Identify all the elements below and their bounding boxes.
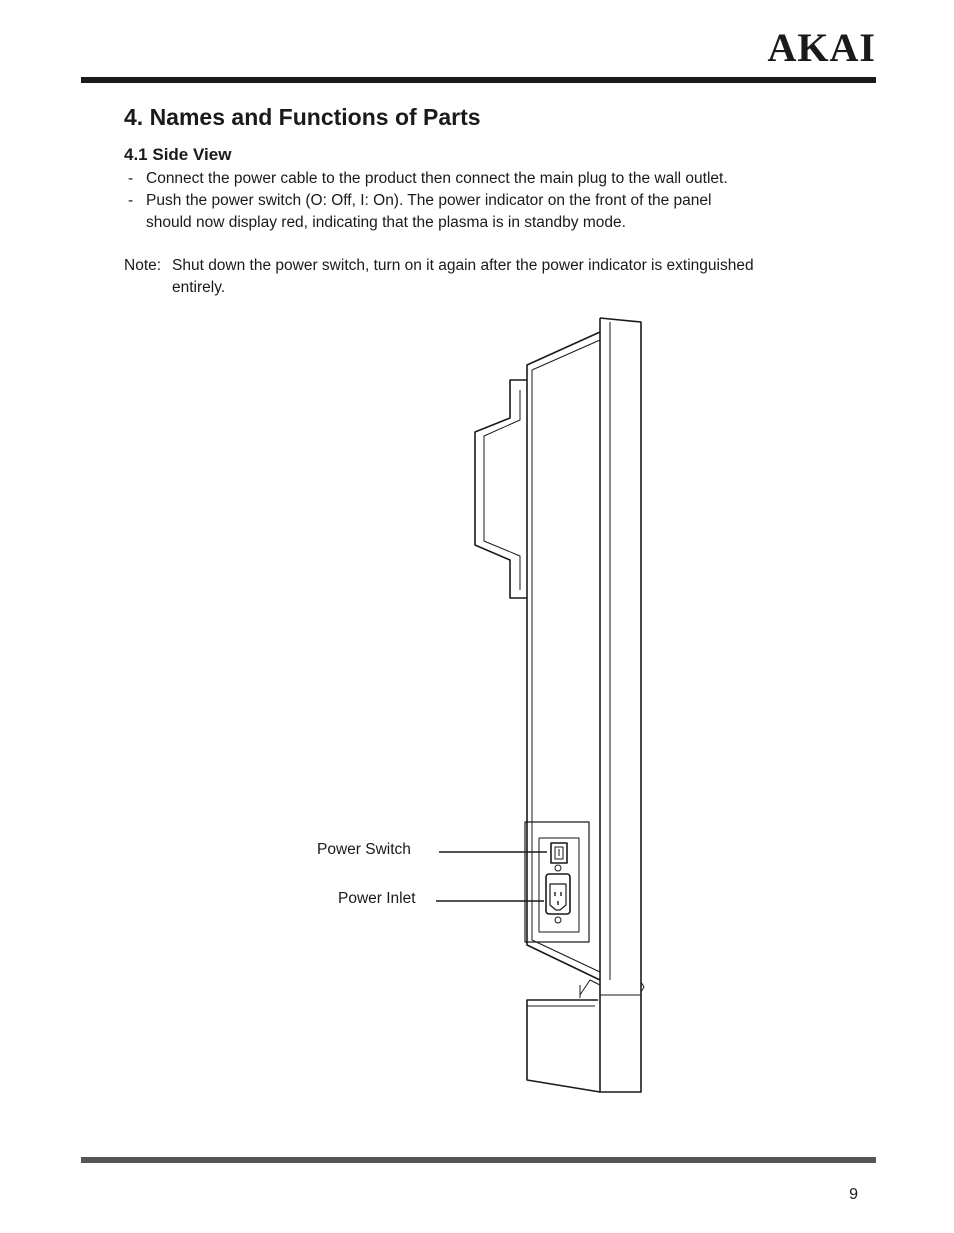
note-text-line2: entirely. xyxy=(172,279,226,296)
note-text-line1: Shut down the power switch, turn on it again after the power indicator is extinguished xyxy=(172,257,754,274)
power-inlet-label: Power Inlet xyxy=(338,890,416,907)
base-front xyxy=(600,980,641,1092)
power-switch-label: Power Switch xyxy=(317,841,411,858)
subsection-title: 4.1 Side View xyxy=(124,145,232,164)
bullet-2-text-line2: should now display red, indicating that the plasma is in standby mode. xyxy=(146,214,626,231)
page-number: 9 xyxy=(849,1186,858,1203)
bullet-1-text: Connect the power cable to the product then connect the main plug to the wall outlet. xyxy=(146,170,728,187)
front-bezel xyxy=(600,318,641,990)
bullet-dash-1: - xyxy=(128,170,134,187)
bullet-dash-2: - xyxy=(128,192,134,209)
section-title: 4. Names and Functions of Parts xyxy=(124,104,481,130)
note-label: Note: xyxy=(124,257,162,274)
base-block xyxy=(527,1000,600,1092)
akai-logo: AKAI xyxy=(767,25,876,70)
bullet-2-text-line1: Push the power switch (O: Off, I: On). The power indicator on the front of the panel xyxy=(146,192,712,209)
footer-rule xyxy=(81,1157,876,1163)
wall-bracket xyxy=(475,380,527,598)
